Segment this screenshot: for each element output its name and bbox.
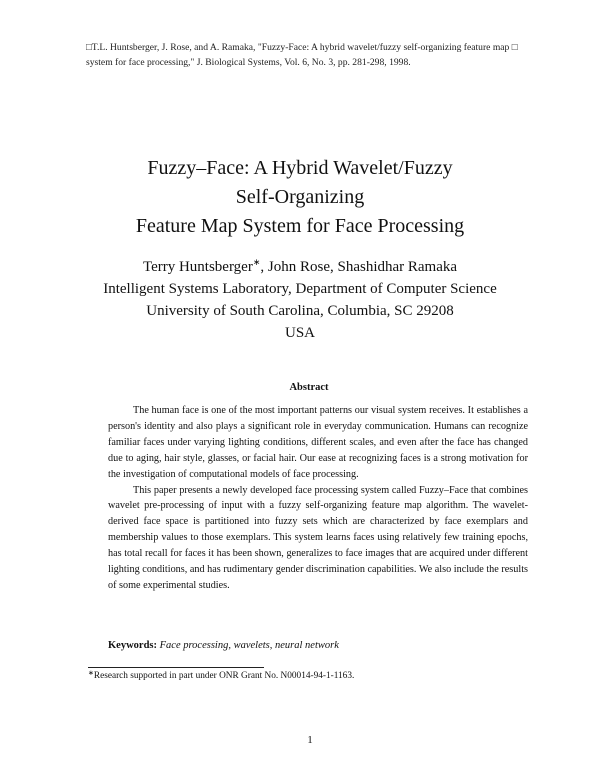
citation-box-symbol: □ bbox=[86, 42, 92, 53]
keywords-label: Keywords: bbox=[108, 640, 157, 651]
paper-title bbox=[0, 154, 600, 241]
keywords-line bbox=[108, 638, 528, 654]
author-footnote-mark: ∗ bbox=[252, 257, 261, 267]
abstract-body bbox=[108, 403, 528, 594]
affiliation-line-1: Intelligent Systems Laboratory, Department of Computer Science bbox=[103, 281, 497, 297]
author-block bbox=[0, 256, 600, 344]
first-author: Terry Huntsberger bbox=[142, 259, 253, 275]
affiliation-country: USA bbox=[284, 325, 315, 341]
title-line-3: Feature Map System for Face Processing bbox=[135, 215, 465, 237]
footnote-text: Research supported in part under ONR Grant No. N00014-94-1-1163. bbox=[93, 671, 355, 681]
footnote bbox=[88, 670, 528, 683]
keywords-terms: Face processing, wavelets, neural network bbox=[159, 640, 339, 651]
affiliation-line-2: University of South Carolina, Columbia, SC 29208 bbox=[146, 303, 454, 319]
citation-end-box: □ bbox=[511, 42, 518, 53]
citation-text: T.L. Huntsberger, J. Rose, and A. Ramaka, "Fuzzy-Face: A hybrid wavelet/fuzzy self-organizing feature map bbox=[91, 42, 510, 53]
footnote-mark: ∗ bbox=[88, 669, 94, 677]
footnote-divider bbox=[88, 667, 264, 668]
page-number: 1 bbox=[307, 734, 313, 746]
abstract-paragraph-1: The human face is one of the most important patterns our visual system receives. It establishes a person's identity and also plays a significant role in everyday communication. Humans can recognize familiar faces under varying lighting conditions, different scales, and even after the face has changed due to aging, hair style, glasses, or facial hair. Our ease at recognizing faces is a strong motivation for the investigation of computational models of face processing. bbox=[108, 405, 528, 480]
other-authors: , John Rose, Shashidhar Ramaka bbox=[260, 259, 458, 275]
abstract-heading: Abstract bbox=[289, 382, 329, 393]
title-line-2: Self-Organizing bbox=[235, 186, 365, 208]
abstract-paragraph-2: This paper presents a newly developed face processing system called Fuzzy–Face that combines wavelet pre-processing of input with a fuzzy self-organizing feature map algorithm. The wavelet-derived face space is partitioned into fuzzy sets which are characterized by face exemplars and membership values to those exemplars. This system learns faces using relatively few training epochs, has total recall for faces it has been shown, generalizes to face images that are acquired under different lighting conditions, and has rudimentary gender discrimination capabilities. We also include the results of some experimental studies. bbox=[108, 484, 528, 591]
author-names bbox=[0, 256, 600, 278]
citation-header bbox=[86, 40, 531, 70]
citation-text-line2: system for face processing," J. Biological Systems, Vol. 6, No. 3, pp. 281-298, 1998. bbox=[86, 57, 411, 68]
title-line-1: Fuzzy–Face: A Hybrid Wavelet/Fuzzy bbox=[147, 157, 453, 179]
